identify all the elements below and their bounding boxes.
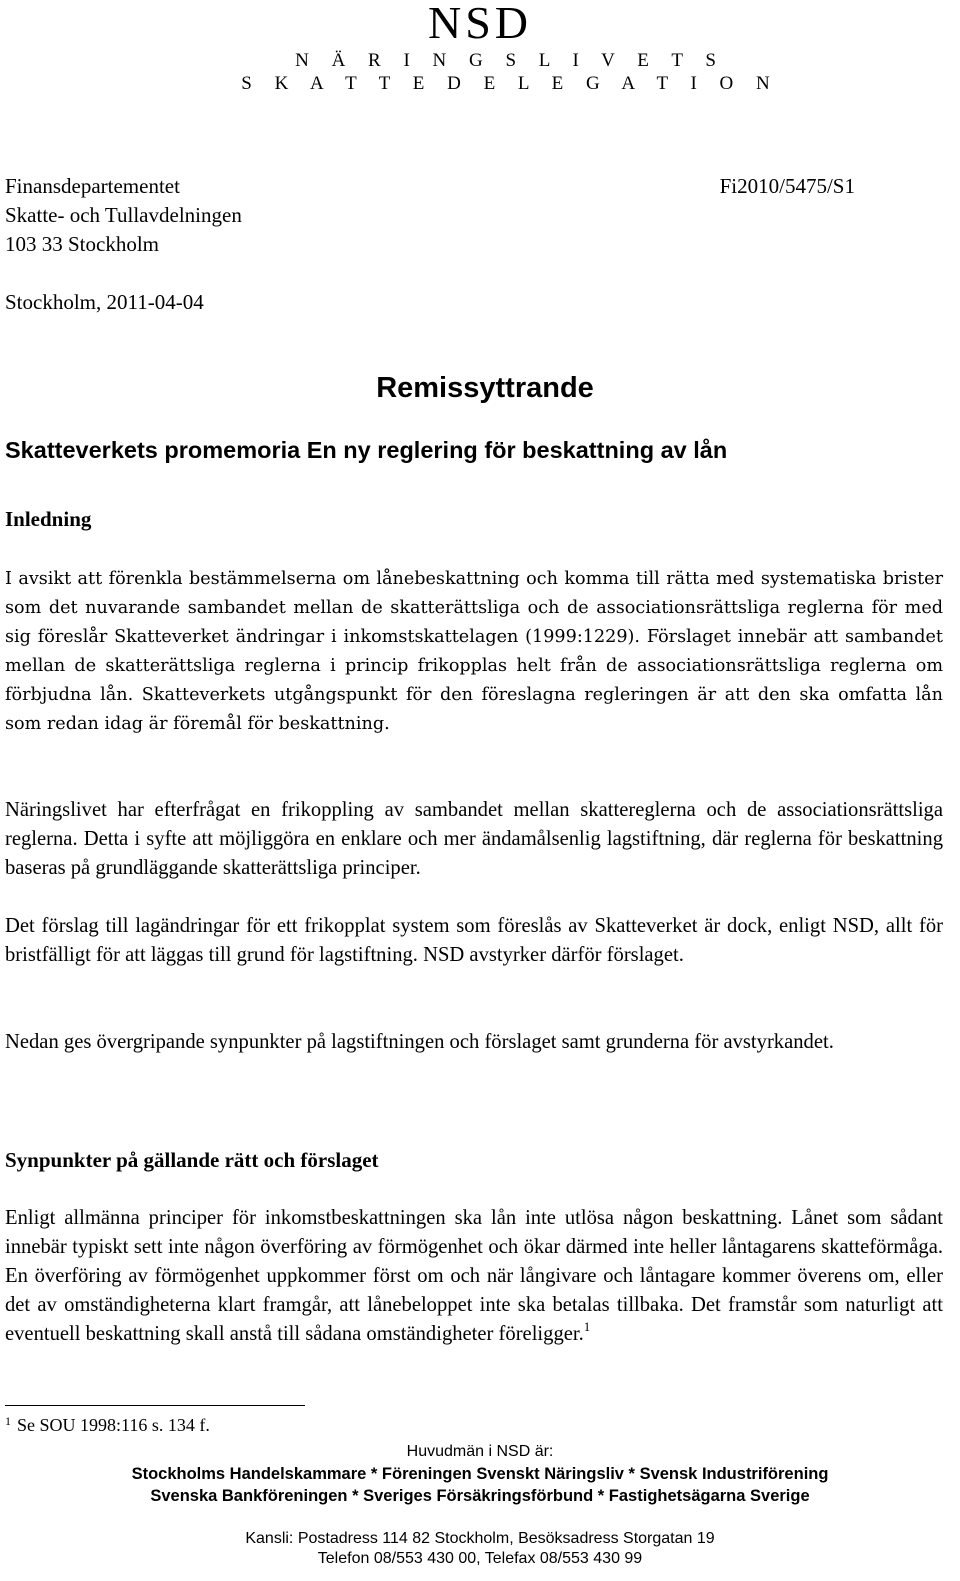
footnote-reference[interactable]: 1 <box>583 1319 591 1334</box>
place-date: Stockholm, 2011-04-04 <box>5 290 204 314</box>
footer-members-1: Stockholms Handelskammare * Föreningen Svenskt Näringsliv * Svensk Industriförening <box>131 1465 829 1483</box>
document-title: Remissyttrande <box>376 372 594 404</box>
footnote-divider <box>5 1405 305 1406</box>
paragraph-intro: I avsikt att förenkla bestämmelserna om lånebeskattning och komma till rätta med systematiska brister som det nuvarande sambandet mellan de skatterättsliga och de associationsrättsliga reglerna för med sig föreslår Skatteverket ändringar i inkomstskattelagen (1999:1229). Förslaget innebär att sambandet mellan de skatterättsliga reglerna i princip frikopplas helt från de associationsrättsliga reglerna om förbjudna lån. Skatteverkets utgångspunkt för den föreslagna regleringen är att den ska omfatta lån som redan idag är föremål för beskattning. <box>5 569 943 734</box>
footnote-text: Se SOU 1998:116 s. 134 f. <box>17 1415 210 1435</box>
footnote <box>5 1413 210 1437</box>
paragraph: Det förslag till lagändringar för ett frikopplat system som föreslås av Skatteverket är dock, enligt NSD, allt för bristfälligt för att läggas till grund för lagstiftning. NSD avstyrker därför förslaget. <box>5 915 943 966</box>
footer-title: Huvudmän i NSD är: <box>406 1443 554 1460</box>
paragraph-views <box>5 1204 943 1349</box>
document-subtitle: Skatteverkets promemoria En ny reglering för beskattning av lån <box>5 437 728 463</box>
paragraph: Näringslivet har efterfrågat en frikoppling av sambandet mellan skattereglerna och de associationsrättsliga reglerna. Detta i syfte att möjliggöra en enklare och mer ändamålsenlig lagstiftning, där reglerna för beskattning baseras på grundläggande skatterättsliga principer. <box>5 799 943 879</box>
section-heading-intro: Inledning <box>5 507 92 531</box>
footer-members-2: Svenska Bankföreningen * Sveriges Försäkringsförbund * Fastighetsägarna Sverige <box>150 1487 810 1505</box>
recipient-line: Skatte- och Tullavdelningen <box>5 203 242 227</box>
footnote-number: 1 <box>5 1414 11 1428</box>
recipient-line: Finansdepartementet <box>5 174 180 198</box>
footer-office-address: Kansli: Postadress 114 82 Stockholm, Besöksadress Storgatan 19 <box>245 1530 715 1547</box>
paragraph-text: Enligt allmänna principer för inkomstbeskattningen ska lån inte utlösa någon beskattning. Lånet som sådant innebär typiskt sett inte någon överföring av förmögenhet och ökar därmed inte heller låntagarens skatteförmåga. En överföring av förmögenhet uppkommer först om och när långivare och låntagare kommer överens om, eller det av omständigheterna klart framgår, att lånebeloppet inte ska betalas tillbaka. Det framstår som naturligt att eventuell beskattning skall anstå till sådana omständigheter föreligger. <box>5 1207 943 1345</box>
paragraph: Nedan ges övergripande synpunkter på lagstiftningen och förslaget samt grunderna för avstyrkandet. <box>5 1031 834 1053</box>
logo-subline-2: S K A T T E D E L E G A T I O N <box>241 73 779 94</box>
logo-subline-1: N Ä R I N G S L I V E T S <box>295 50 725 71</box>
reference-number: Fi2010/5475/S1 <box>719 174 855 198</box>
nsd-logo: NSD <box>427 0 533 48</box>
recipient-address <box>5 172 242 259</box>
section-heading-views: Synpunkter på gällande rätt och förslaget <box>5 1148 379 1172</box>
footer-phone: Telefon 08/553 430 00, Telefax 08/553 430 99 <box>317 1550 643 1567</box>
recipient-line: 103 33 Stockholm <box>5 232 160 256</box>
